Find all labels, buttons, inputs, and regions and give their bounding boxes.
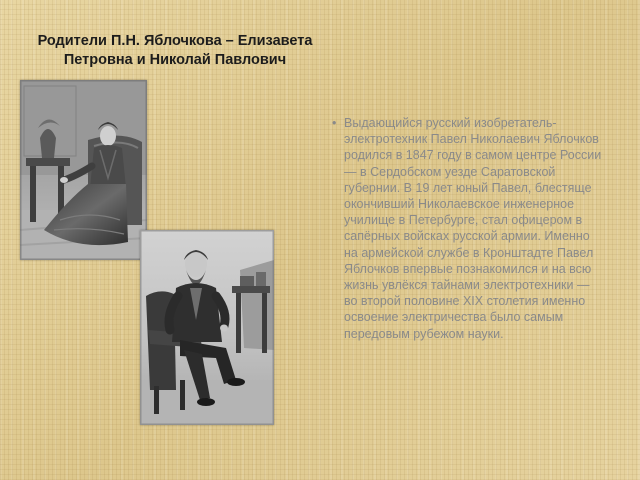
mother-photo	[20, 80, 147, 260]
slide-title: Родители П.Н. Яблочкова – Елизавета Петровна и Николай Павлович	[37, 33, 313, 68]
seated-woman-photo-icon	[20, 80, 147, 260]
seated-man-photo-icon	[140, 230, 274, 425]
bullet-list	[332, 115, 604, 342]
bullet-marker: •	[332, 116, 337, 130]
father-photo	[140, 230, 274, 425]
bullet-text: Выдающийся русский изобретатель-электротехник Павел Николаевич Яблочков родился в 1847 году в самом центре России — в Сердобском уезде Саратовской губернии. В 19 лет юный Павел, блестяще окончивший Николаевское инженерное училище в Петербурге, стал офицером в сапёрных войсках русской армии. Именно на армейской службе в Кронштадте Павел Яблочков впервые познакомился и на всю жизнь увлёкся тайнами электротехники — во второй половине XIX столетия именно освоение электричества было самым передовым рубежом науки.	[344, 116, 602, 341]
bullet-item	[332, 115, 604, 342]
